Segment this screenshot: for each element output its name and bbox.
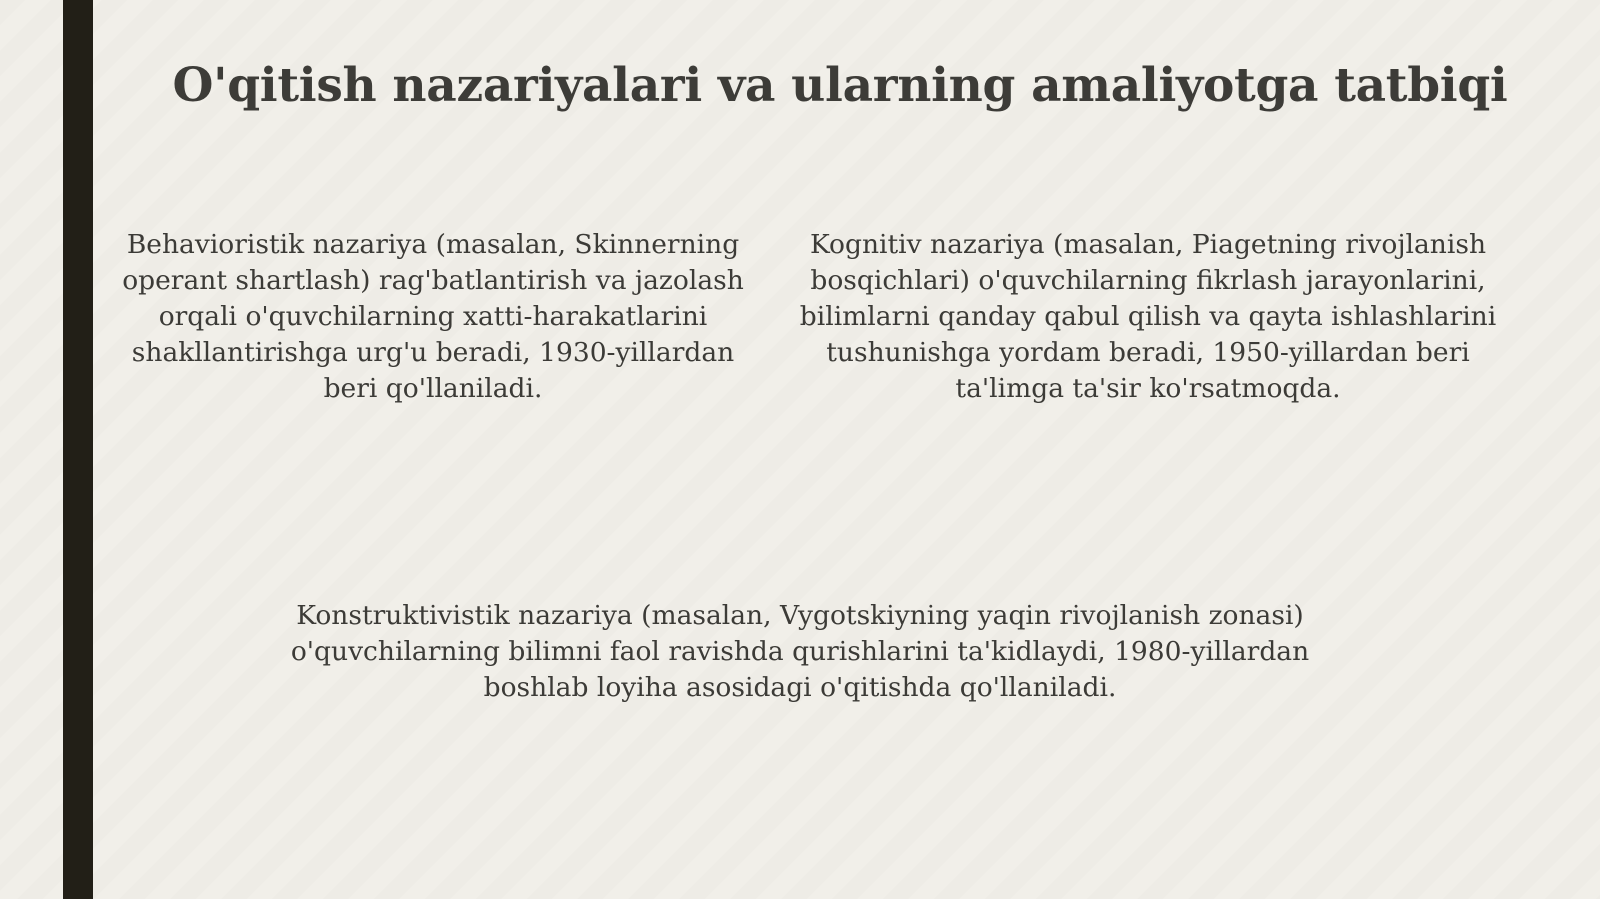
text-block-constructivism: Konstruktivistik nazariya (masalan, Vygotskiyning yaqin rivojlanish zonasi) o'quvchilarning bilimni faol ravishda qurishlarini ta'kidlaydi, 1980-yillardan boshlab loyiha asosidagi o'qitishda qo'llaniladi.: [290, 600, 1310, 703]
text-block-cognitivism: Kognitiv nazariya (masalan, Piagetning rivojlanish bosqichlari) o'quvchilarning fikrlash jarayonlarini, bilimlarni qanday qabul qilish va qayta ishlashlarini tushunishga yordam beradi, 1950-yillardan beri ta'limga ta'sir ko'rsatmoqda.: [799, 229, 1497, 404]
accent-bar: [63, 0, 93, 899]
slide-title: O'qitish nazariyalari va ularning amaliyotga tatbiqi: [172, 58, 1508, 113]
text-block-behaviorism: Behavioristik nazariya (masalan, Skinnerning operant shartlash) rag'batlantirish va jazolash orqali o'quvchilarning xatti-harakatlarini shakllantirishga urg'u beradi, 1930-yillardan beri qo'llaniladi.: [122, 229, 744, 404]
